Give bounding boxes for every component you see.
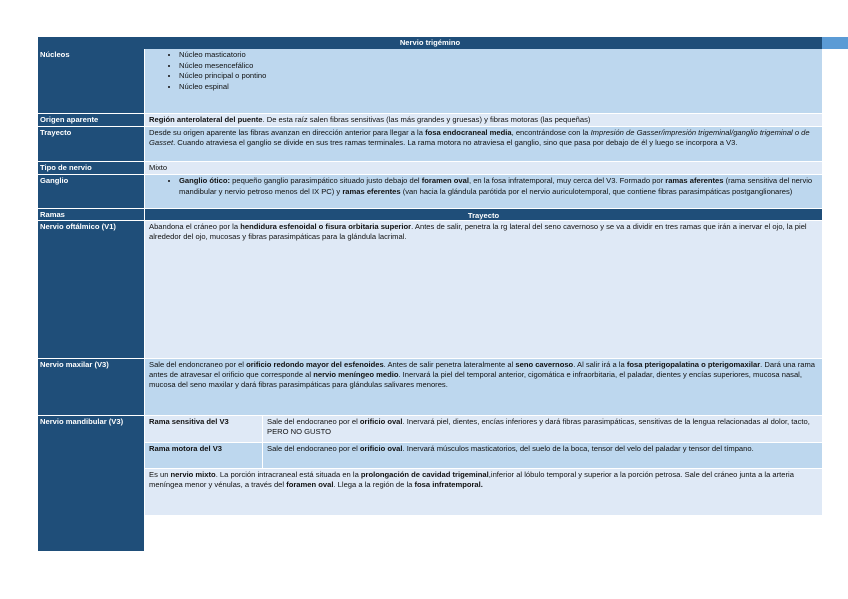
origen-bold: Región anterolateral del puente <box>149 115 263 124</box>
value-tipo: Mixto <box>145 162 822 175</box>
mandibular-sensitive-text <box>263 416 822 442</box>
row-tipo <box>38 162 822 175</box>
maxilar-bold-2: seno cavernoso <box>515 360 574 369</box>
mot-text-2: . Inervará músculos masticatorios, del suelo de la boca, tensor del velo del paladar y tensor del tímpano. <box>402 444 754 453</box>
ganglio-bold-3: ramas aferentes <box>665 176 724 185</box>
list-item: • Núcleo espinal <box>179 82 818 93</box>
list-item: • Núcleo mesencefálico <box>179 61 818 72</box>
f-text-1: Es un <box>149 470 171 479</box>
f-bold-4: fosa infratemporal. <box>414 480 483 490</box>
f-text-4: . Llega a la región de la <box>333 480 415 490</box>
mandibular-sensitive-label: Rama sensitiva del V3 <box>145 416 263 442</box>
ganglio-text-1: pequeño ganglio parasimpático situado justo debajo del <box>230 176 422 185</box>
sens-bold-1: orificio oval <box>359 417 403 426</box>
f-bold-3: foramen oval <box>286 480 334 490</box>
label-nucleos: Núcleos <box>38 49 145 114</box>
label-maxilar: Nervio maxilar (V3) <box>38 359 145 416</box>
maxilar-bold-1: orificio redondo mayor del esfenoides <box>246 360 384 369</box>
f-text-2: . La porción intracraneal está situada en la <box>215 470 361 479</box>
list-item: • Núcleo masticatorio <box>179 50 818 61</box>
label-ganglio: Ganglio <box>38 175 145 209</box>
mot-text-1: Sale del endocraneo por el <box>267 444 360 453</box>
row-trayecto <box>38 127 822 162</box>
label-trayecto: Trayecto <box>38 127 145 162</box>
value-origen <box>145 114 822 127</box>
ganglio-bold-1: Ganglio ótico: <box>179 176 231 185</box>
table-title: Nervio trigémino <box>38 37 822 49</box>
mandibular-content <box>145 416 822 552</box>
label-mandibular: Nervio mandibular (V3) <box>38 416 145 552</box>
value-nucleos <box>145 49 822 114</box>
row-ganglio <box>38 175 822 209</box>
trayecto-bold-1: fosa endocraneal media <box>425 128 512 137</box>
oftalmico-text-2: . Antes de salir, penetra la rg lateral del seno cavernoso y se va a dividir en tres ramas que irán a inervar el ojo, la piel alrededor del ojo, mucosas y fibras parasimpáticas para la glándula lacrimal. <box>149 222 807 242</box>
ganglio-list <box>149 176 818 197</box>
mandibular-motor-label: Rama motora del V3 <box>145 443 263 468</box>
trayecto-text-3: . Cuando atraviesa el ganglio se divide en sus tres ramas terminales. La rama motora no atraviesa el ganglio, sino que pasa por debajo de él y luego se incorpora a V3. <box>173 138 738 148</box>
value-oftalmico <box>145 221 822 359</box>
row-maxilar <box>38 359 822 416</box>
ganglio-text-4: (van hacia la glándula parótida por el nervio auriculotemporal, que contiene fibras parasimpáticas postganglionares) <box>400 186 793 196</box>
f-text-3: ,inferior al lóbulo temporal y superior a la porción petrosa. Sale del cráneo junta a la arteria meníngea menor y vénulas, a través del <box>149 470 794 490</box>
mandibular-motor-row <box>145 443 822 469</box>
row-origen <box>38 114 822 127</box>
f-bold-2: prolongación de cavidad trigeminal <box>360 470 489 479</box>
origen-text: . De esta raíz salen fibras sensitivas (las más grandes y gruesas) y fibras motoras (las pequeñas) <box>262 115 591 124</box>
list-item: • Núcleo principal o pontino <box>179 71 818 82</box>
label-origen: Origen aparente <box>38 114 145 127</box>
ganglio-text-3: (rama sensitiva del nervio mandibular y nervio petroso menos del IX PC) y <box>179 176 813 196</box>
f-bold-1: nervio mixto <box>170 470 216 479</box>
nucleos-list <box>149 50 818 92</box>
maxilar-text-2: . Antes de salir penetra lateralmente al <box>383 360 516 369</box>
maxilar-bold-3: fosa pterigopalatina o pterigomaxilar <box>626 360 761 369</box>
ganglio-text-2: , en la fosa infratemporal, muy cerca del V3. Formado por <box>468 176 666 185</box>
ganglio-bold-2: foramen oval <box>421 176 469 185</box>
mandibular-general-text <box>145 469 822 515</box>
sens-text-1: Sale del endocraneo por el <box>267 417 360 426</box>
row-nucleos <box>38 49 822 114</box>
label-ramas: Ramas <box>38 209 145 221</box>
label-tipo: Tipo de nervio <box>38 162 145 175</box>
mandibular-sensitive-row <box>145 416 822 443</box>
value-maxilar <box>145 359 822 416</box>
mandibular-motor-text <box>263 443 822 468</box>
trayecto-text-2: , encontrándose con la <box>511 128 591 137</box>
oftalmico-bold-1: hendidura esfenoidal o fisura orbitaria superior <box>240 222 412 231</box>
maxilar-text-5: . Inervará la piel del temporal anterior, cigomática e infraorbitaria, el paladar, dientes y encías superiores, mucosa nasal, mucosa del seno maxilar y dará fibras parasimpáticas para glándulas salivares menores. <box>149 370 802 390</box>
maxilar-text-4: . Dará una rama antes de atravesar el orificio que corresponde al <box>149 360 816 380</box>
label-oftalmico: Nervio oftálmico (V1) <box>38 221 145 359</box>
mot-bold-1: orificio oval <box>359 444 403 453</box>
row-oftalmico <box>38 221 822 359</box>
ganglio-bold-4: ramas eferentes <box>342 186 401 196</box>
value-ganglio <box>145 175 822 209</box>
ramas-header: Trayecto <box>145 209 822 221</box>
header-accent-bar <box>822 37 848 49</box>
list-item <box>179 176 818 197</box>
maxilar-bold-4: nervio meníngeo medio <box>313 370 399 380</box>
sens-text-2: . Inervará piel, dientes, encías inferiores y dará fibras parasimpáticas, sensitivas de la lengua relacionadas al dolor, tacto, PERO NO GUSTO <box>267 417 810 437</box>
maxilar-text-3: . Al salir irá a la <box>573 360 627 369</box>
trayecto-text-1: Desde su origen aparente las fibras avanzan en dirección anterior para llegar a la <box>149 128 426 137</box>
trayecto-italic-1: Impresión de Gasser/impresión trigeminal/ganglio trigeminal o de Gasset <box>149 128 810 148</box>
oftalmico-text-1: Abandona el cráneo por la <box>149 222 241 231</box>
maxilar-text-1: Sale del endoncraneo por el <box>149 360 247 369</box>
value-trayecto <box>145 127 822 162</box>
row-mandibular <box>38 416 822 552</box>
row-ramas <box>38 209 822 221</box>
